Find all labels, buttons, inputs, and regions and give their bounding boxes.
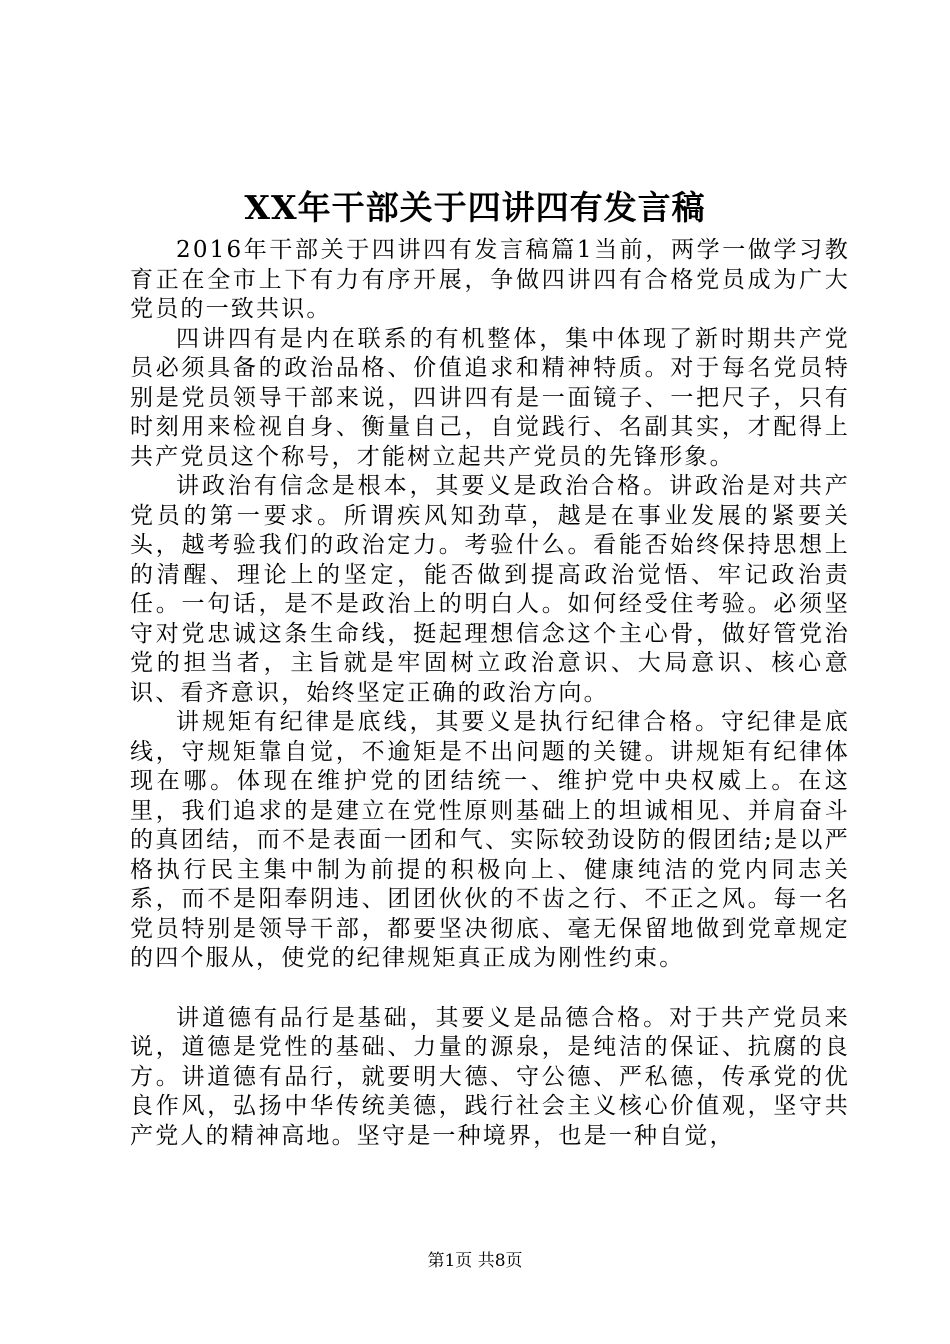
page-number-footer: 第1页 共8页 bbox=[427, 1251, 523, 1271]
document-title: XX年干部关于四讲四有发言稿 bbox=[244, 188, 706, 227]
paragraph: 讲规矩有纪律是底线，其要义是执行纪律合格。守纪律是底线，守规矩靠自觉，不逾矩是不出问题的关键。讲规矩有纪律体现在哪。体现在维护党的团结统一、维护党中央权威上。在这里，我们追求的是建立在党性原则基础上的坦诚相见、并肩奋斗的真团结，而不是表面一团和气、实际较劲设防的假团结;是以严格执行民主集中制为前提的积极向上、健康纯洁的党内同志关系，而不是阳奉阴违、团团伙伙的不齿之行、不正之风。每一名党员特别是领导干部，都要坚决彻底、毫无保留地做到党章规定的四个服从，使党的纪律规矩真正成为刚性约束。 bbox=[130, 709, 850, 971]
paragraph: 讲道德有品行是基础，其要义是品德合格。对于共产党员来说，道德是党性的基础、力量的源泉，是纯洁的保证、抗腐的良方。讲道德有品行，就要明大德、守公德、严私德，传承党的优良作风，弘扬中华传统美德，践行社会主义核心价值观，坚守共产党人的精神高地。坚守是一种境界，也是一种自觉， bbox=[130, 1004, 850, 1149]
paragraph: 讲政治有信念是根本，其要义是政治合格。讲政治是对共产党员的第一要求。所谓疾风知劲草，越是在事业发展的紧要关头，越考验我们的政治定力。考验什么。看能否始终保持思想上的清醒、理论上的坚定，能否做到提高政治觉悟、牢记政治责任。一句话，是不是政治上的明白人。如何经受住考验。必须坚守对党忠诚这条生命线，挺起理想信念这个主心骨，做好管党治党的担当者，主旨就是牢固树立政治意识、大局意识、核心意识、看齐意识，始终坚定正确的政治方向。 bbox=[130, 473, 850, 706]
paragraph: 四讲四有是内在联系的有机整体，集中体现了新时期共产党员必须具备的政治品格、价值追求和精神特质。对于每名党员特别是党员领导干部来说，四讲四有是一面镜子、一把尺子，只有时刻用来检视自身、衡量自己，自觉践行、名副其实，才配得上共产党员这个称号，才能树立起共产党员的先锋形象。 bbox=[130, 325, 850, 470]
paragraph: 2016年干部关于四讲四有发言稿篇1当前，两学一做学习教育正在全市上下有力有序开展，争做四讲四有合格党员成为广大党员的一致共识。 bbox=[130, 237, 850, 322]
document-body bbox=[130, 236, 850, 1151]
